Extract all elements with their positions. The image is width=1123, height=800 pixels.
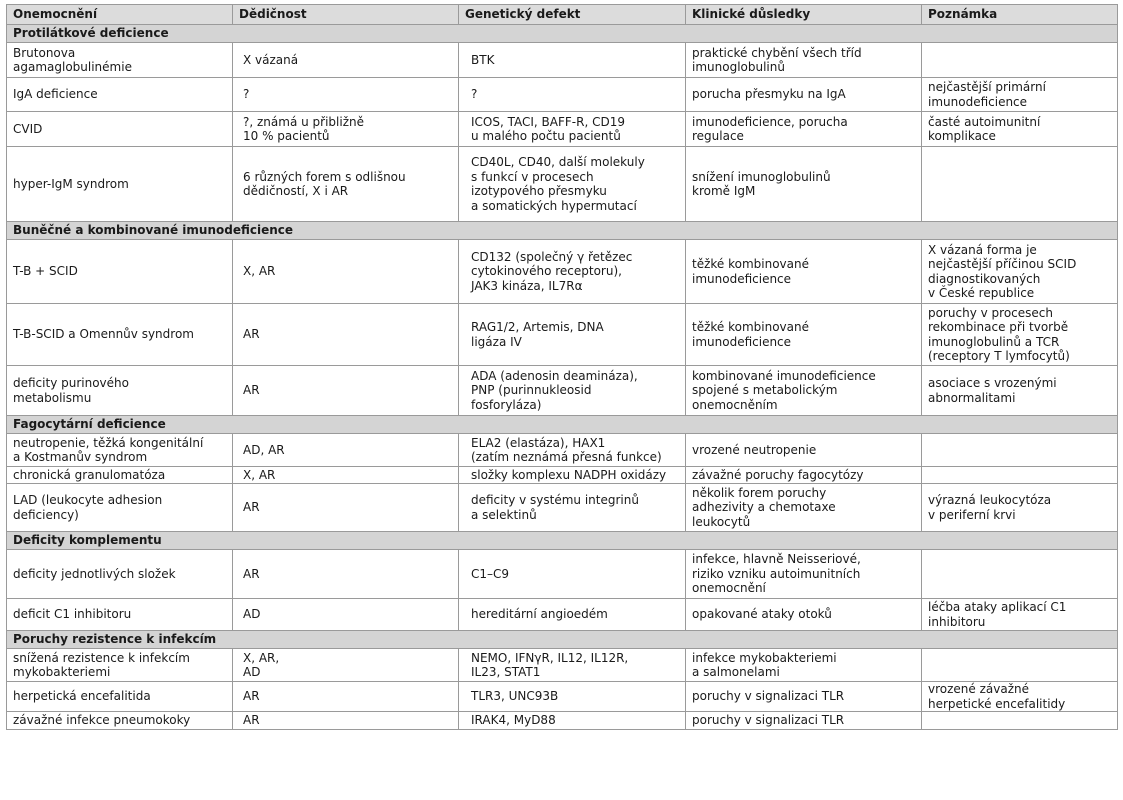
table-row [7, 649, 1118, 682]
defect-cell: RAG1/2, Artemis, DNA ligáza IV [459, 304, 686, 366]
note-cell: poruchy v procesech rekombinace při tvorbě imunoglobulinů a TCR (receptory T lymfocytů) [922, 304, 1118, 366]
disease-cell: hyper-IgM syndrom [7, 147, 233, 222]
inheritance-cell: X, AR [233, 240, 459, 304]
disease-cell: Brutonova agamaglobulinémie [7, 43, 233, 78]
note-cell [922, 712, 1118, 730]
consequence-cell: porucha přesmyku na IgA [686, 78, 922, 112]
header-row [7, 5, 1118, 25]
inheritance-cell: X, AR [233, 467, 459, 484]
immunodeficiency-table [6, 4, 1118, 730]
inheritance-cell: ?, známá u přibližně 10 % pacientů [233, 112, 459, 147]
table-row [7, 682, 1118, 712]
table-row [7, 467, 1118, 484]
defect-cell: hereditární angioedém [459, 599, 686, 631]
table-row [7, 599, 1118, 631]
header-inheritance: Dědičnost [233, 5, 459, 25]
disease-cell: chronická granulomatóza [7, 467, 233, 484]
note-cell [922, 467, 1118, 484]
note-cell: vrozené závažné herpetické encefalitidy [922, 682, 1118, 712]
consequence-cell: kombinované imunodeficience spojené s metabolickým onemocněním [686, 366, 922, 416]
defect-cell: ELA2 (elastáza), HAX1 (zatím neznámá přesná funkce) [459, 434, 686, 467]
note-cell: časté autoimunitní komplikace [922, 112, 1118, 147]
consequence-cell: imunodeficience, porucha regulace [686, 112, 922, 147]
note-cell: výrazná leukocytóza v periferní krvi [922, 484, 1118, 532]
inheritance-cell: 6 různých forem s odlišnou dědičností, X i AR [233, 147, 459, 222]
table-row [7, 147, 1118, 222]
inheritance-cell: AD [233, 599, 459, 631]
inheritance-cell: AR [233, 304, 459, 366]
disease-cell: LAD (leukocyte adhesion deficiency) [7, 484, 233, 532]
inheritance-cell: AR [233, 682, 459, 712]
table-row [7, 434, 1118, 467]
inheritance-cell: AR [233, 484, 459, 532]
note-cell: nejčastější primární imunodeficience [922, 78, 1118, 112]
defect-cell: TLR3, UNC93B [459, 682, 686, 712]
section-title: Protilátkové deficience [7, 25, 1118, 43]
inheritance-cell: ? [233, 78, 459, 112]
defect-cell: BTK [459, 43, 686, 78]
consequence-cell: těžké kombinované imunodeficience [686, 304, 922, 366]
section-title: Fagocytární deficience [7, 416, 1118, 434]
note-cell [922, 43, 1118, 78]
table-row [7, 712, 1118, 730]
inheritance-cell: AD, AR [233, 434, 459, 467]
disease-cell: IgA deficience [7, 78, 233, 112]
section-title: Deficity komplementu [7, 532, 1118, 550]
table-row [7, 112, 1118, 147]
consequence-cell: snížení imunoglobulinů kromě IgM [686, 147, 922, 222]
disease-cell: neutropenie, těžká kongenitální a Kostmanův syndrom [7, 434, 233, 467]
section-row [7, 416, 1118, 434]
consequence-cell: praktické chybění všech tříd imunoglobulinů [686, 43, 922, 78]
header-genetic-defect: Genetický defekt [459, 5, 686, 25]
consequence-cell: infekce mykobakteriemi a salmonelami [686, 649, 922, 682]
defect-cell: složky komplexu NADPH oxidázy [459, 467, 686, 484]
inheritance-cell: AR [233, 366, 459, 416]
disease-cell: deficit C1 inhibitoru [7, 599, 233, 631]
section-title: Poruchy rezistence k infekcím [7, 631, 1118, 649]
inheritance-cell: AR [233, 712, 459, 730]
disease-cell: herpetická encefalitida [7, 682, 233, 712]
inheritance-cell: AR [233, 550, 459, 599]
disease-cell: T-B + SCID [7, 240, 233, 304]
note-cell [922, 649, 1118, 682]
disease-cell: deficity purinového metabolismu [7, 366, 233, 416]
table-row [7, 78, 1118, 112]
disease-cell: deficity jednotlivých složek [7, 550, 233, 599]
header-clinical-consequences: Klinické důsledky [686, 5, 922, 25]
consequence-cell: poruchy v signalizaci TLR [686, 682, 922, 712]
table-row [7, 484, 1118, 532]
inheritance-cell: X, AR, AD [233, 649, 459, 682]
consequence-cell: vrozené neutropenie [686, 434, 922, 467]
consequence-cell: opakované ataky otoků [686, 599, 922, 631]
defect-cell: ICOS, TACI, BAFF-R, CD19 u malého počtu pacientů [459, 112, 686, 147]
defect-cell: CD132 (společný γ řetězec cytokinového receptoru), JAK3 kináza, IL7Rα [459, 240, 686, 304]
disease-cell: T-B-SCID a Omennův syndrom [7, 304, 233, 366]
table-body [7, 25, 1118, 730]
note-cell [922, 147, 1118, 222]
table-row [7, 240, 1118, 304]
defect-cell: ? [459, 78, 686, 112]
consequence-cell: těžké kombinované imunodeficience [686, 240, 922, 304]
disease-cell: snížená rezistence k infekcím mykobakteriemi [7, 649, 233, 682]
note-cell: X vázaná forma je nejčastější příčinou SCID diagnostikovaných v České republice [922, 240, 1118, 304]
table-row [7, 43, 1118, 78]
defect-cell: deficity v systému integrinů a selektinů [459, 484, 686, 532]
note-cell: léčba ataky aplikací C1 inhibitoru [922, 599, 1118, 631]
defect-cell: ADA (adenosin deamináza), PNP (purinnukleosid fosforyláza) [459, 366, 686, 416]
header-disease: Onemocnění [7, 5, 233, 25]
table-row [7, 366, 1118, 416]
header-note: Poznámka [922, 5, 1118, 25]
section-row [7, 631, 1118, 649]
section-title: Buněčné a kombinované imunodeficience [7, 222, 1118, 240]
note-cell [922, 434, 1118, 467]
consequence-cell: infekce, hlavně Neisseriové, riziko vzniku autoimunitních onemocnění [686, 550, 922, 599]
inheritance-cell: X vázaná [233, 43, 459, 78]
defect-cell: CD40L, CD40, další molekuly s funkcí v procesech izotypového přesmyku a somatických hypermutací [459, 147, 686, 222]
table-row [7, 550, 1118, 599]
consequence-cell: závažné poruchy fagocytózy [686, 467, 922, 484]
table-row [7, 304, 1118, 366]
section-row [7, 532, 1118, 550]
consequence-cell: několik forem poruchy adhezivity a chemotaxe leukocytů [686, 484, 922, 532]
section-row [7, 222, 1118, 240]
note-cell [922, 550, 1118, 599]
note-cell: asociace s vrozenými abnormalitami [922, 366, 1118, 416]
section-row [7, 25, 1118, 43]
defect-cell: C1–C9 [459, 550, 686, 599]
disease-cell: závažné infekce pneumokoky [7, 712, 233, 730]
defect-cell: IRAK4, MyD88 [459, 712, 686, 730]
consequence-cell: poruchy v signalizaci TLR [686, 712, 922, 730]
defect-cell: NEMO, IFNγR, IL12, IL12R, IL23, STAT1 [459, 649, 686, 682]
disease-cell: CVID [7, 112, 233, 147]
